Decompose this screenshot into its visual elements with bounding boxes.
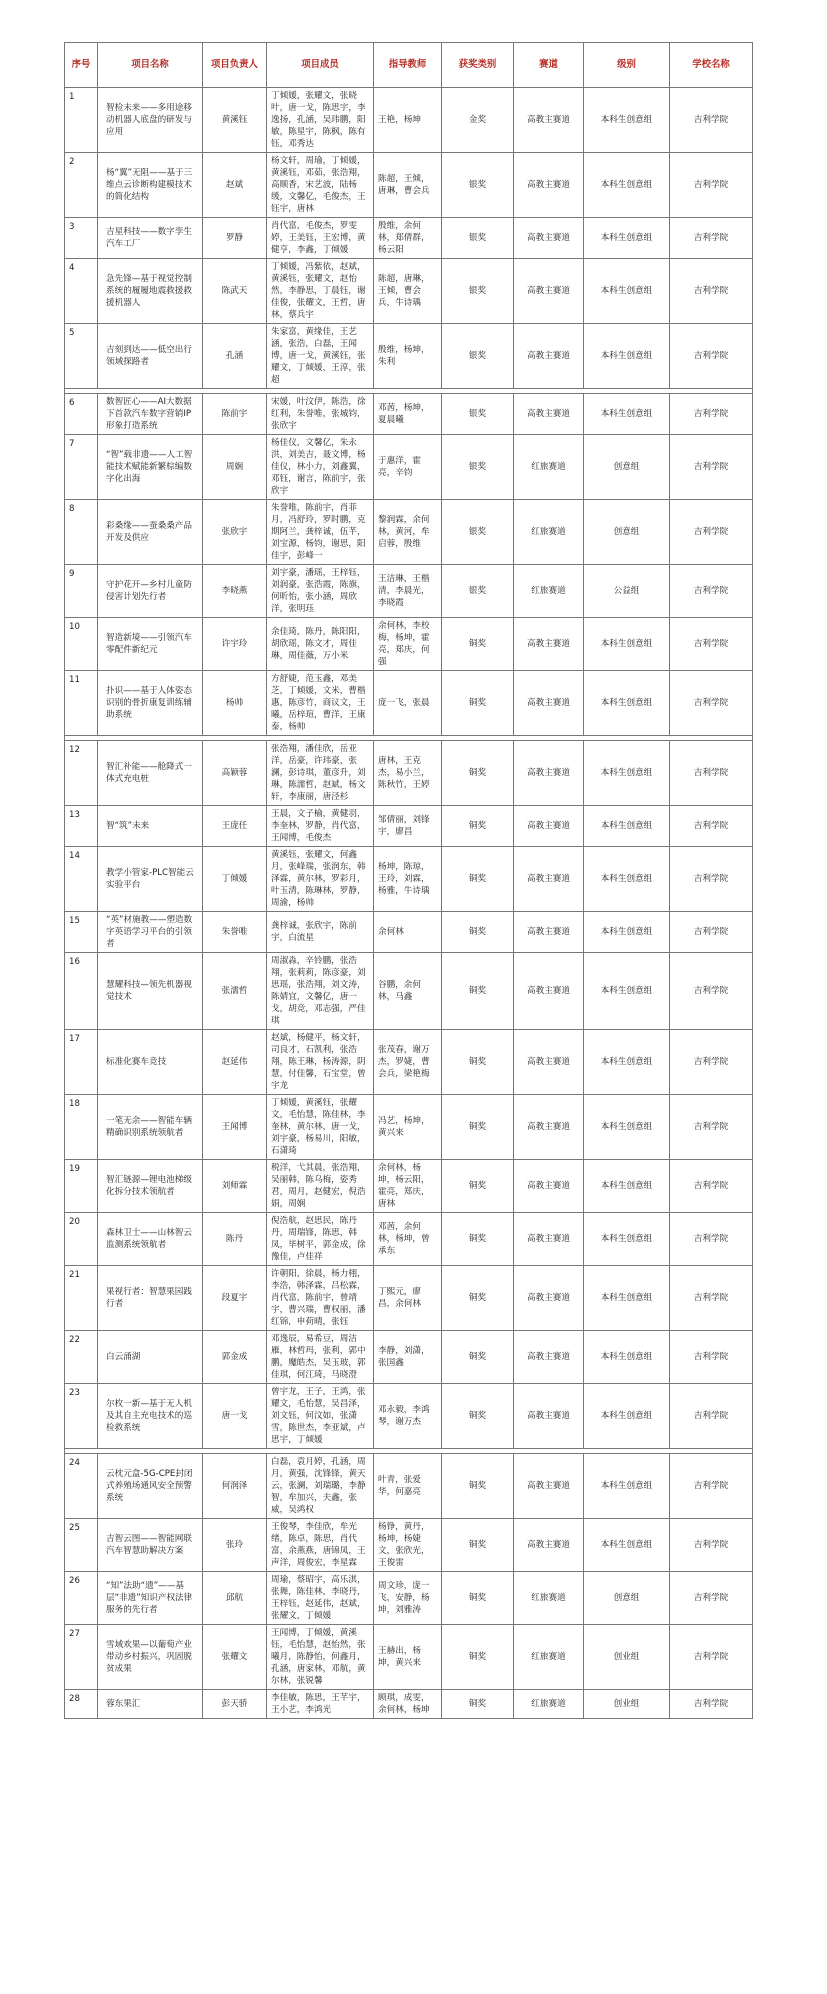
project-members: 黄溪钰，张耀文，何鑫月，张峰瑞，张润东，韩泽霖，黄尔林，罗彩月，叶玉清，陈琳林，罗静，周渝，杨帅 [267,847,374,912]
award-category: 铜奖 [442,1690,514,1719]
row-index: 16 [65,953,98,1030]
competition-track: 高教主赛道 [514,1331,584,1384]
award-level: 创业组 [584,1690,670,1719]
advisor-teachers: 王洁琳，王楷清，李晨光，李晓霞 [374,565,442,618]
award-category: 铜奖 [442,1095,514,1160]
competition-track: 高教主赛道 [514,806,584,847]
advisor-teachers: 殷维，余何林，郑倩群，杨云阳 [374,218,442,259]
project-name: “英”材施教——塑造数字英语学习平台的引领者 [98,912,203,953]
row-index: 4 [65,259,98,324]
project-name: 扑识——基于人体姿态识别的骨折康复训练辅助系统 [98,671,203,736]
award-category: 银奖 [442,259,514,324]
advisor-teachers: 余何林，李校梅，杨坤，霍亮，郑庆，何强 [374,618,442,671]
award-level: 本科生创意组 [584,618,670,671]
advisor-teachers: 邓茜，杨坤，夏晨曦 [374,394,442,435]
row-index: 10 [65,618,98,671]
project-members: 宋媛，叶汶伊，陈浩，徐红利，朱誉唯，张城钧，张欣宇 [267,394,374,435]
advisor-teachers: 冯艺，杨坤，黄兴来 [374,1095,442,1160]
award-category: 铜奖 [442,1160,514,1213]
project-leader: 陈丹 [203,1213,267,1266]
project-leader: 张濡哲 [203,953,267,1030]
table-row [65,1572,753,1625]
project-members: 邓逸辰，易希豆，周洁雁，林哲玛，张利，郭中鹏，魔皓杰，吴玉玻，郭佳琪，何江琦，马晓澄 [267,1331,374,1384]
school-name: 吉利学院 [670,435,753,500]
project-name: 蓉东果汇 [98,1690,203,1719]
project-members: 丁倾媛，黄溪钰，张耀文，毛怡慧，陈佳林，李奎林，黄尔林，唐一戈，刘宇豪，杨易川，阳敏，石潇琦 [267,1095,374,1160]
project-leader: 丁倾媛 [203,847,267,912]
award-category: 银奖 [442,394,514,435]
project-members: 杨文轩，周瑜，丁倾媛，黄溪钰，邓茹，张浩翔，高顺香，宋艺波，陆杨缓，文馨亿，毛俊杰，王钰宇，唐林 [267,153,374,218]
table-row [65,259,753,324]
project-name: 尔枚一新—基于无人机及其自主充电技术的巡检救系统 [98,1384,203,1449]
school-name: 吉利学院 [670,394,753,435]
project-leader: 陈前宇 [203,394,267,435]
row-index: 22 [65,1331,98,1384]
award-level: 本科生创意组 [584,912,670,953]
competition-track: 红旅赛道 [514,435,584,500]
school-name: 吉利学院 [670,1454,753,1519]
competition-track: 高教主赛道 [514,218,584,259]
project-leader: 郭金成 [203,1331,267,1384]
header-level: 级别 [584,43,670,88]
school-name: 吉利学院 [670,741,753,806]
row-index: 2 [65,153,98,218]
advisor-teachers: 于惠洋，霍亮，辛钧 [374,435,442,500]
award-category: 铜奖 [442,1384,514,1449]
table-row [65,88,753,153]
project-name: 智汇补能——舱降式一体式充电桩 [98,741,203,806]
award-level: 本科生创意组 [584,741,670,806]
award-level: 本科生创意组 [584,1095,670,1160]
table-row [65,741,753,806]
competition-track: 高教主赛道 [514,1213,584,1266]
project-name: 慧耀科技—领先机器视觉技术 [98,953,203,1030]
competition-track: 高教主赛道 [514,1095,584,1160]
award-category: 铜奖 [442,671,514,736]
school-name: 吉利学院 [670,1331,753,1384]
advisor-teachers: 陈超，王倾，唐琳，曹会兵 [374,153,442,218]
award-level: 本科生创意组 [584,1213,670,1266]
project-name: 雪域欢果—以葡萄产业带动乡村振兴，巩固脱贫成果 [98,1625,203,1690]
advisor-teachers: 叶青，张爱华，何嘉亮 [374,1454,442,1519]
project-members: 龚梓诚，张欣宇，陈前宇，白流星 [267,912,374,953]
school-name: 吉利学院 [670,259,753,324]
project-name: 守护花开—乡村儿童防侵害计划先行者 [98,565,203,618]
table-row [65,1213,753,1266]
project-name: 吉刻到达——低空出行领域探路者 [98,324,203,389]
school-name: 吉利学院 [670,618,753,671]
school-name: 吉利学院 [670,847,753,912]
competition-track: 高教主赛道 [514,1266,584,1331]
project-members: 丁倾媛，冯紫依，赵斌，黄溪钰，张耀文，赵怡然，李静思，丁晨钰，谢佳俊，张耀文，王哲，唐林，蔡兵宇 [267,259,374,324]
project-members: 余佳琦，陈丹，陈阳阳，胡欣瑶，陈文才，周佳琳，周佳薇，万小米 [267,618,374,671]
advisor-teachers: 周文珍，庞一飞，安静，杨坤，刘雅涛 [374,1572,442,1625]
award-level: 本科生创意组 [584,671,670,736]
row-index: 17 [65,1030,98,1095]
header-index: 序号 [65,43,98,88]
project-leader: 陈武天 [203,259,267,324]
project-leader: 杨帅 [203,671,267,736]
advisor-teachers: 邹倩丽，刘锋宇，廖昌 [374,806,442,847]
table-row [65,324,753,389]
school-name: 吉利学院 [670,1384,753,1449]
project-leader: 朱誉唯 [203,912,267,953]
award-category: 铜奖 [442,1454,514,1519]
school-name: 吉利学院 [670,500,753,565]
project-name: 智检未来——多用途移动机器人底盘的研发与应用 [98,88,203,153]
header-project-name: 项目名称 [98,43,203,88]
row-index: 8 [65,500,98,565]
table-row [65,1519,753,1572]
project-leader: 彭天骄 [203,1690,267,1719]
project-members: 许朝阳，徐晨，杨力栩，李浩，韩泽霖，吕松霖，肖代富，陈前宇，曾靖宇，曹兴瑞，曹权丽，潘红锦，申荷晴，张钰 [267,1266,374,1331]
award-level: 本科生创意组 [584,953,670,1030]
row-index: 14 [65,847,98,912]
competition-track: 高教主赛道 [514,88,584,153]
award-category: 铜奖 [442,1625,514,1690]
row-index: 27 [65,1625,98,1690]
award-level: 本科生创意组 [584,394,670,435]
row-index: 15 [65,912,98,953]
competition-track: 高教主赛道 [514,618,584,671]
competition-track: 高教主赛道 [514,671,584,736]
award-category: 金奖 [442,88,514,153]
project-leader: 黄溪钰 [203,88,267,153]
award-category: 银奖 [442,565,514,618]
advisor-teachers: 张茂春，谢万杰，罗婕，曹会兵，梁艳梅 [374,1030,442,1095]
row-index: 25 [65,1519,98,1572]
award-category: 银奖 [442,324,514,389]
table-row [65,394,753,435]
award-category: 铜奖 [442,1213,514,1266]
advisor-teachers: 邓永毅，李鸿琴，谢万杰 [374,1384,442,1449]
award-level: 创意组 [584,435,670,500]
award-level: 本科生创意组 [584,806,670,847]
competition-track: 高教主赛道 [514,953,584,1030]
row-index: 12 [65,741,98,806]
award-level: 本科生创意组 [584,88,670,153]
school-name: 吉利学院 [670,1519,753,1572]
award-level: 本科生创意组 [584,1160,670,1213]
project-name: 智汇链源—锂电池梯级化拆分技术领航者 [98,1160,203,1213]
award-level: 本科生创意组 [584,847,670,912]
table-row [65,847,753,912]
project-leader: 刘师霖 [203,1160,267,1213]
row-index: 28 [65,1690,98,1719]
award-category: 银奖 [442,435,514,500]
competition-track: 红旅赛道 [514,500,584,565]
project-leader: 罗静 [203,218,267,259]
header-leader: 项目负责人 [203,43,267,88]
project-name: 智造新境——引领汽车零配件新纪元 [98,618,203,671]
project-name: 一笔无余——智能车辆精确识别系统领航者 [98,1095,203,1160]
competition-track: 高教主赛道 [514,1384,584,1449]
table-row [65,1690,753,1719]
school-name: 吉利学院 [670,671,753,736]
award-level: 本科生创意组 [584,1331,670,1384]
project-members: 肖代富，毛俊杰，罗雯婷，王美钰，王宏博，黄健亨，李鑫，丁倾媛 [267,218,374,259]
table-row [65,806,753,847]
row-index: 11 [65,671,98,736]
row-index: 7 [65,435,98,500]
advisor-teachers: 丁熙元，廖昌，余何林 [374,1266,442,1331]
project-leader: 何润泽 [203,1454,267,1519]
table-row [65,953,753,1030]
award-category: 铜奖 [442,912,514,953]
award-category: 银奖 [442,218,514,259]
table-row [65,435,753,500]
project-name: 吉智云图——智能网联汽车智慧助解决方案 [98,1519,203,1572]
table-row [65,1384,753,1449]
award-level: 公益组 [584,565,670,618]
project-name: 教学小管家-PLC智能云实验平台 [98,847,203,912]
award-category: 铜奖 [442,1519,514,1572]
project-leader: 张欣宇 [203,500,267,565]
advisor-teachers: 杨铮，黄丹，杨坤，杨婕文，张欣光，王俊雷 [374,1519,442,1572]
competition-track: 高教主赛道 [514,1160,584,1213]
row-index: 26 [65,1572,98,1625]
school-name: 吉利学院 [670,953,753,1030]
row-index: 3 [65,218,98,259]
award-level: 创业组 [584,1625,670,1690]
competition-track: 高教主赛道 [514,153,584,218]
project-name: 标准化赛车竞技 [98,1030,203,1095]
project-name: “知”法助“遗”——基层“非遗”知识产权法律服务的先行者 [98,1572,203,1625]
award-level: 本科生创意组 [584,1519,670,1572]
school-name: 吉利学院 [670,153,753,218]
table-row [65,1160,753,1213]
project-members: 白磊，袁月婷，孔涵，周月，黄强，沈锋锋，黄天云，张澜，刘瑞璐，李静智，牟加兴，夫鑫，张威，吴鸿权 [267,1454,374,1519]
header-award: 获奖类别 [442,43,514,88]
row-index: 9 [65,565,98,618]
row-index: 20 [65,1213,98,1266]
project-members: 王闻博，丁倾媛，黄溪钰，毛怡慧，赵怡然，张曦月，陈静怡，何鑫月，孔涵，唐家林，邓航，黄尔林，张锐馨 [267,1625,374,1690]
award-level: 本科生创意组 [584,153,670,218]
advisor-teachers: 唐林，王克杰，易小兰，陈秋竹，王婷 [374,741,442,806]
award-table [64,42,753,1719]
project-leader: 王闻博 [203,1095,267,1160]
award-level: 本科生创意组 [584,1384,670,1449]
table-row [65,1454,753,1519]
table-row [65,1030,753,1095]
project-members: 李佳敏，陈思，王芊宇，王小艺，李鸿光 [267,1690,374,1719]
project-name: 杨“翼”无阻——基于三维点云诊断构建模技术的简化结构 [98,153,203,218]
project-name: 急先锋—基于视觉控制系统的履履地震救援救援机器人 [98,259,203,324]
school-name: 吉利学院 [670,1213,753,1266]
competition-track: 高教主赛道 [514,394,584,435]
project-leader: 孔涵 [203,324,267,389]
project-members: 王俊琴，李佳欣，牟光绪，陈卓，陈思，肖代富，余燕燕，唐锦凤，王声洋，周俊宏，李星霖 [267,1519,374,1572]
table-row [65,565,753,618]
project-name: 森林卫士——山林智云监测系统领航者 [98,1213,203,1266]
competition-track: 高教主赛道 [514,324,584,389]
row-index: 21 [65,1266,98,1331]
project-name: 吉星科技——数字孪生汽车工厂 [98,218,203,259]
advisor-teachers: 谷鹏，余何林，马鑫 [374,953,442,1030]
project-members: 王晨，文子榆，黄健羽，李奎林，罗静，肖代富，王闻博，毛俊杰 [267,806,374,847]
project-members: 税洋，弋其晨，张浩翔，吴丽韩，陈乌梅，姿秀君，周月，赵健宏，倪浩娟，周娴 [267,1160,374,1213]
advisor-teachers: 殷维，杨坤，朱利 [374,324,442,389]
table-row [65,153,753,218]
school-name: 吉利学院 [670,324,753,389]
award-level: 本科生创意组 [584,1030,670,1095]
school-name: 吉利学院 [670,1690,753,1719]
project-leader: 段夏宇 [203,1266,267,1331]
advisor-teachers: 顾琪，成雯，余何林，杨坤 [374,1690,442,1719]
table-header-row [65,43,753,88]
school-name: 吉利学院 [670,1625,753,1690]
award-level: 本科生创意组 [584,1454,670,1519]
advisor-teachers: 余何林，杨坤，杨云阳，霍亮，郑庆，唐林 [374,1160,442,1213]
project-name: “智”载非遗——人工智能技术赋能新繁棕编数字化出海 [98,435,203,500]
school-name: 吉利学院 [670,1160,753,1213]
project-leader: 唐一戈 [203,1384,267,1449]
project-members: 曾宇龙，王子，王鸿，张耀文，毛怡慧，吴昌泽，刘文钰，何汶如，张潇雪，陈世杰，李亚斌，卢思宇，丁倾媛 [267,1384,374,1449]
school-name: 吉利学院 [670,1572,753,1625]
project-leader: 邱航 [203,1572,267,1625]
row-index: 24 [65,1454,98,1519]
project-name: 白云涌湖 [98,1331,203,1384]
school-name: 吉利学院 [670,88,753,153]
project-members: 周瑜，蔡昭宇，高乐淇，张舞，陈佳林，李晓丹，王梓钰，赵延伟，赵斌，张耀文，丁倾媛 [267,1572,374,1625]
project-leader: 许宇玲 [203,618,267,671]
advisor-teachers: 李静，刘潇，张国鑫 [374,1331,442,1384]
project-leader: 赵延伟 [203,1030,267,1095]
row-index: 5 [65,324,98,389]
table-row [65,912,753,953]
table-body [65,88,753,1719]
project-members: 丁倾媛，张耀文，张晓叶，唐一戈，陈思宇，李逸扬，孔涵，吴玮鹏，阳敏，陈星宇，陈枫，陈有钰，邓秀达 [267,88,374,153]
competition-track: 红旅赛道 [514,565,584,618]
competition-track: 高教主赛道 [514,847,584,912]
project-leader: 赵斌 [203,153,267,218]
table-row [65,1331,753,1384]
competition-track: 红旅赛道 [514,1572,584,1625]
award-category: 铜奖 [442,618,514,671]
row-index: 18 [65,1095,98,1160]
competition-track: 红旅赛道 [514,1625,584,1690]
project-members: 赵斌，杨健平，杨文轩，司良才，石凯利，张浩翔，陈王琳，杨涛源，阴慧，付佳馨，石宝堂，曾宇龙 [267,1030,374,1095]
project-leader: 高颖蓉 [203,741,267,806]
competition-track: 高教主赛道 [514,1454,584,1519]
table-row [65,671,753,736]
project-name: 果视行者：智慧果园践行者 [98,1266,203,1331]
advisor-teachers: 余何林 [374,912,442,953]
project-members: 周淑淼，辛铃鹏，张浩翔，张莉莉，陈彦豪，刘思瑶，张浩翔，刘文涛，陈婧宜，文馨亿，唐一戈，胡竞，邓志强，严佳琪 [267,953,374,1030]
award-category: 铜奖 [442,1331,514,1384]
award-category: 银奖 [442,153,514,218]
header-track: 赛道 [514,43,584,88]
competition-track: 高教主赛道 [514,912,584,953]
project-leader: 李晓燕 [203,565,267,618]
school-name: 吉利学院 [670,565,753,618]
project-name: 智“筑”未来 [98,806,203,847]
project-members: 方舒婕，范玉鑫，邓美芝，丁倾媛，文米，曹楷惠，陈彦竹，商议文，王曦，岳梓瑄，曹洋，王康泰，杨帅 [267,671,374,736]
header-teachers: 指导教师 [374,43,442,88]
project-members: 倪浩航，赵思民，陈丹丹，周瑞锋，陈思，韩凤，毕树平，郭金成，徐豫佳，卢佳祥 [267,1213,374,1266]
school-name: 吉利学院 [670,218,753,259]
advisor-teachers: 王艳，杨坤 [374,88,442,153]
table-row [65,618,753,671]
row-index: 6 [65,394,98,435]
project-leader: 王庞任 [203,806,267,847]
school-name: 吉利学院 [670,806,753,847]
school-name: 吉利学院 [670,1030,753,1095]
award-category: 铜奖 [442,953,514,1030]
competition-track: 高教主赛道 [514,1030,584,1095]
advisor-teachers: 庞一飞，张晨 [374,671,442,736]
school-name: 吉利学院 [670,912,753,953]
project-members: 杨佳仪，文馨亿，朱永洪，刘美吉，聂文博，杨佳仪，林小力，刘鑫翼，邓钰，谢言，陈前宇，张欣宇 [267,435,374,500]
award-category: 铜奖 [442,806,514,847]
competition-track: 高教主赛道 [514,259,584,324]
award-category: 铜奖 [442,1266,514,1331]
advisor-teachers: 陈超，唐琳，王倾，曹会兵，牛诗瑀 [374,259,442,324]
project-members: 朱家富，黄缘佳，王艺涵，张浩，白磊，王闻博，唐一戈，黄溪钰，张耀文，丁倾媛，王淳，张超 [267,324,374,389]
advisor-teachers: 黎润霖，余何林，黄河，牟启蓉，殷维 [374,500,442,565]
row-index: 19 [65,1160,98,1213]
header-school: 学校名称 [670,43,753,88]
table-row [65,1625,753,1690]
project-members: 朱誉唯，陈前宇，肖菲月，冯舒玲，罗时鹏，克期阿兰，龚梓诚，伍芊，刘宝源，杨钧，谢思，阳佳宇，彭峰一 [267,500,374,565]
school-name: 吉利学院 [670,1095,753,1160]
competition-track: 高教主赛道 [514,741,584,806]
award-category: 银奖 [442,500,514,565]
award-level: 创意组 [584,500,670,565]
award-level: 本科生创意组 [584,324,670,389]
award-category: 铜奖 [442,1030,514,1095]
award-list-document [64,42,752,1719]
table-row [65,500,753,565]
row-index: 1 [65,88,98,153]
header-members: 项目成员 [267,43,374,88]
row-index: 13 [65,806,98,847]
award-level: 创意组 [584,1572,670,1625]
award-category: 铜奖 [442,741,514,806]
table-row [65,218,753,259]
advisor-teachers: 杨坤，陈琼，王玲，刘霖，杨雅，牛诗瑀 [374,847,442,912]
award-level: 本科生创意组 [584,1266,670,1331]
competition-track: 红旅赛道 [514,1690,584,1719]
project-leader: 张玲 [203,1519,267,1572]
table-row [65,1095,753,1160]
award-category: 铜奖 [442,847,514,912]
project-members: 刘宇豪，潘瑶，王梓钰，刘润豪，张浩霞，陈旗，何昕怡，张小涵，周欣洋，张明珏 [267,565,374,618]
award-category: 铜奖 [442,1572,514,1625]
award-level: 本科生创意组 [584,218,670,259]
table-row [65,1266,753,1331]
award-level: 本科生创意组 [584,259,670,324]
project-name: 彩桑缘——蚕桑桑产品开发及供应 [98,500,203,565]
advisor-teachers: 邓茜，余何林，杨坤，曾承东 [374,1213,442,1266]
school-name: 吉利学院 [670,1266,753,1331]
competition-track: 高教主赛道 [514,1519,584,1572]
project-name: 云枕元盒-5G-CPE封闭式养殖场通风安全预警系统 [98,1454,203,1519]
advisor-teachers: 王赫出，杨坤，黄兴来 [374,1625,442,1690]
row-index: 23 [65,1384,98,1449]
project-members: 张浩翔，潘佳欣，岳亚洋，岳豪，许玮豪，张澜，彭诗琪，董彦升，刘琳，陈濡哲，赵斌，杨文轩，李康丽，唐泾杉 [267,741,374,806]
project-leader: 张耀文 [203,1625,267,1690]
project-name: 数智匠心——AI大数据下首款汽车数字营销IP形象打造系统 [98,394,203,435]
project-leader: 周娴 [203,435,267,500]
